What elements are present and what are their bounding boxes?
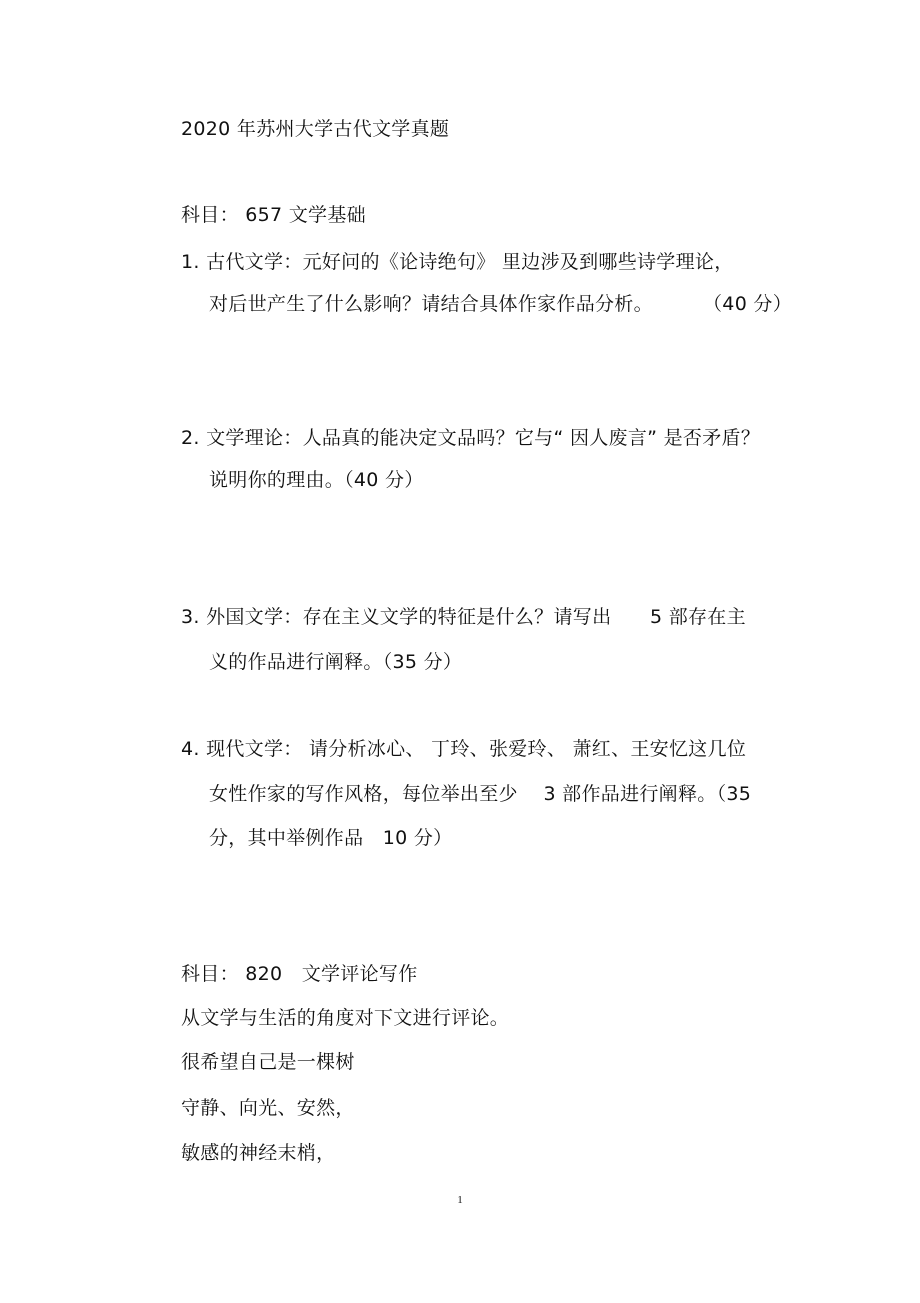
passage-line: 很希望自己是一棵树 [181, 1051, 355, 1073]
question-4-line-2: 女性作家的写作风格，每位举出至少 3 部作品进行阐释。（35 [209, 783, 752, 805]
subject-heading-820: 科目： 820 文学评论写作 [181, 963, 418, 985]
passage-line: 敏感的神经末梢， [181, 1142, 336, 1164]
subject-heading-657: 科目： 657 文学基础 [181, 204, 366, 226]
question-2-line-2: 说明你的理由。（40 分） [209, 469, 424, 491]
document-title: 2020 年苏州大学古代文学真题 [181, 118, 450, 140]
question-1-score: （40 分） [703, 293, 793, 315]
question-3-line-2: 义的作品进行阐释。（35 分） [209, 651, 463, 673]
question-4-line-3: 分，其中举例作品 10 分） [209, 827, 453, 849]
question-1-line-1: 1. 古代文学：元好问的《论诗绝句》 里边涉及到哪些诗学理论， [181, 251, 734, 273]
question-1-line-2: 对后世产生了什么影响？请结合具体作家作品分析。 [209, 293, 653, 315]
page-number: 1 [457, 1194, 463, 1206]
passage-line: 从文学与生活的角度对下文进行评论。 [181, 1007, 510, 1029]
passage-line: 守静、向光、安然， [181, 1097, 355, 1119]
question-4-line-1: 4. 现代文学： 请分析冰心、 丁玲、张爱玲、 萧红、王安忆这几位 [181, 738, 747, 760]
question-3-line-1: 3. 外国文学：存在主义文学的特征是什么？请写出 5 部存在主 [181, 606, 746, 628]
question-2-line-1: 2. 文学理论：人品真的能决定文品吗？它与“ 因人废言” 是否矛盾？ [181, 427, 761, 449]
